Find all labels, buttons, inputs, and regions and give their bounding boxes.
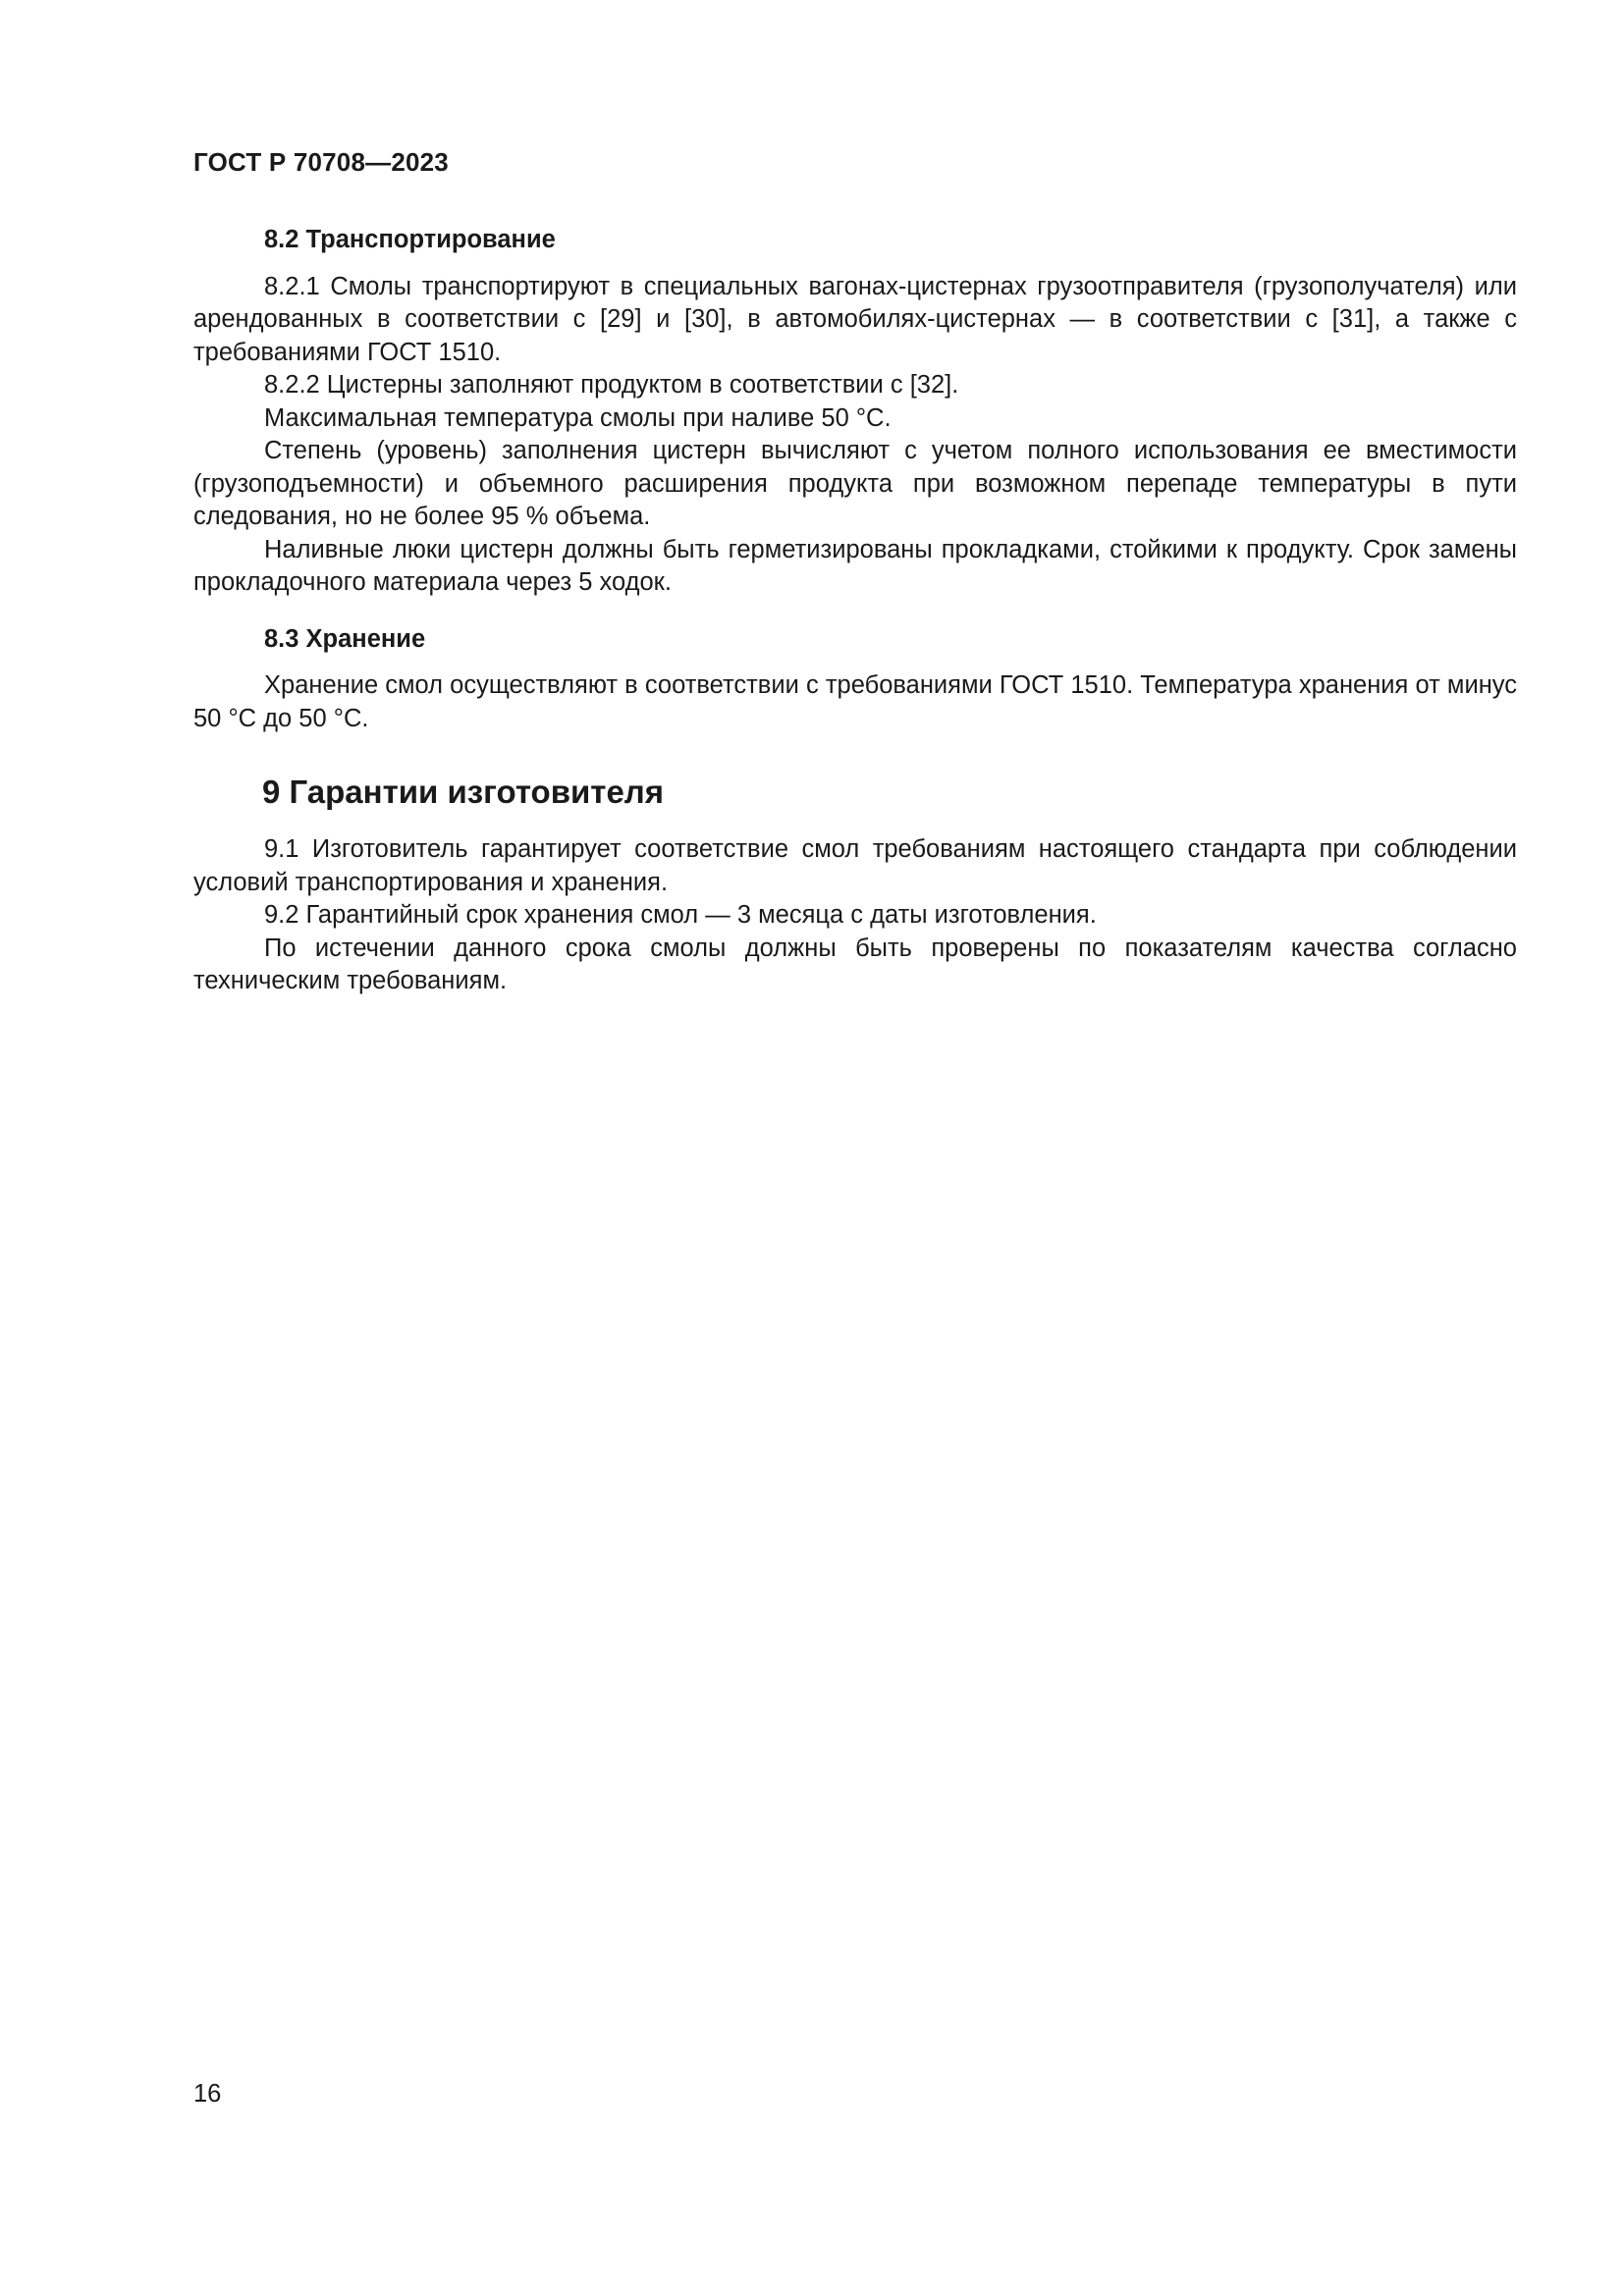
page-number: 16	[193, 2080, 222, 2108]
paragraph-after-expiry: По истечении данного срока смолы должны быть проверены по показателям качества согласно техническим требованиям.	[193, 934, 1517, 994]
paragraph-max-temperature: Максимальная температура смолы при наливе 50 °С.	[264, 403, 892, 432]
paragraph-hatch-sealing: Наливные люки цистерн должны быть герметизированы прокладками, стойкими к продукту. Срок замены прокладочного материала через 5 ходок.	[193, 535, 1517, 596]
subsection-title-8-2: 8.2 Транспортирование	[264, 226, 556, 253]
paragraph-fill-level: Степень (уровень) заполнения цистерн вычисляют с учетом полного использования ее вместимости (грузоподъемности) и объемного расширения продукта при возможном перепаде температуры в пути следования, но не более 95 % объема.	[193, 437, 1517, 530]
document-body	[193, 224, 1517, 998]
document-code-header: ГОСТ Р 70708—2023	[193, 147, 449, 177]
paragraph-8-2-1: 8.2.1 Смолы транспортируют в специальных вагонах-цистернах грузоотправителя (грузополучателя) или арендованных в соответствии с [29] и [30], в автомобилях-цистернах — в соответствии с [31], а также с требованиями ГОСТ 1510.	[193, 272, 1517, 366]
paragraph-storage: Хранение смол осуществляют в соответствии с требованиями ГОСТ 1510. Температура хранения от минус 50 °С до 50 °С.	[193, 671, 1517, 732]
paragraph-8-2-2: 8.2.2 Цистерны заполняют продуктом в соответствии с [32].	[264, 371, 959, 399]
section-title-9: 9 Гарантии изготовителя	[262, 774, 665, 810]
subsection-title-8-3: 8.3 Хранение	[264, 624, 426, 653]
paragraph-9-1: 9.1 Изготовитель гарантирует соответствие смол требованиям настоящего стандарта при соблюдении условий транспортирования и хранения.	[193, 835, 1517, 896]
paragraph-9-2: 9.2 Гарантийный срок хранения смол — 3 месяца с даты изготовления.	[264, 901, 1097, 929]
